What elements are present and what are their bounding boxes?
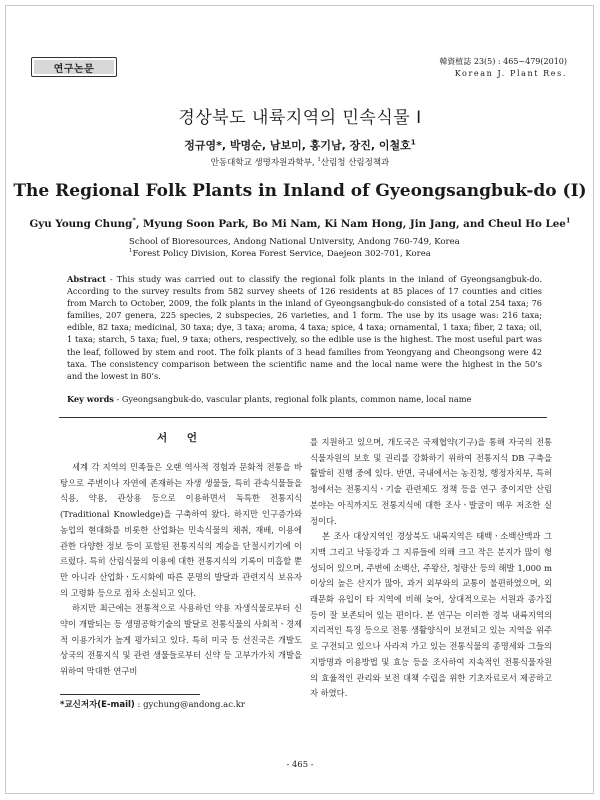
english-authors-rest: , Myung Soon Park, Bo Mi Nam, Ki Nam Hong, Jin Jang, and Cheul Ho Lee: [135, 218, 566, 230]
right-column: [310, 435, 552, 702]
korean-affiliation: [0, 156, 600, 168]
korean-affiliation-sup: 1: [317, 157, 321, 164]
english-affiliation: [129, 236, 460, 260]
abstract-text: - This study was carried out to classify the regional folk plants in the inland of Gyeongsangbuk-do. According to the survey results from 582 survey sheets of 126 residents at 85 places of 17 counties and cities from March to October, 2009, the folk plants in the inland of Gyeongsangbuk-do consisted of a total 254 taxa; 76 families, 207 genera, 225 species, 2 subspecies, 26 varieties, and 1 form. The use by its usage was: 216 taxa; edible, 82 taxa; medicinal, 30 taxa; dye, 3 taxa; aroma, 4 taxa; spice, 4 taxa; ornamental, 1 taxa; fiber, 2 taxa; oil, 1 taxa; starch, 5 taxa; fuel, 9 taxa; others, respectively, so the edible use is the highest. The most useful part was the leaf, followed by stem and root. The folk plants of 3 head families from Yeongyang and Cheongsong were 42 taxa. The consistency comparison between the scientific name and the local name were the highest in the 50’s and the lowest in 80’s.: [67, 274, 542, 381]
journal-citation: 韓資植誌 23(5) : 465~479(2010): [439, 57, 567, 66]
divider: [59, 417, 547, 418]
paragraph: 본 조사 대상지역인 경상북도 내륙지역은 태백ㆍ소백산맥과 그 지맥 그리고 낙동강과 그 지류들에 의해 크고 작은 분지가 많이 형성되어 있으며, 주변에 소백산, 주왕산, 청량산 등의 해발 1,000 m 이상의 높은 산지가 많아, 과거 외부와의 교통이 불편하였으며, 외래문화 유입이 타 지역에 비해 늦어, 상대적으로는 서원과 종가집 등이 잘 보존되어 있는 편이다. 본 연구는 이러한 경북 내륙지역의 지리적인 특징 등으로 전통 생활양식이 보전되고 있는 지역을 위주로 구전되고 있으나 사라져 가고 있는 전통식물의 종명세와 그들의 지방명과 이용방법 및 효능 등을 조사하여 지속적인 전통식물자원의 효율적인 관리와 보전 대책 수립을 위한 기초자료로서 제공하고자 하였다.: [310, 531, 552, 699]
section-heading: 서 언: [157, 432, 205, 444]
footnote-label: *교신저자(E-mail): [60, 700, 135, 710]
paragraph: 를 지원하고 있으며, 개도국은 국제협약(기구)을 통해 자국의 전통식물자원의 보호 및 권리를 강화하기 위하여 전통지식 DB 구축을 활발히 진행 중에 있다. 반면, 국내에서는 농진청, 행정자치부, 특허청에서는 전통지식ㆍ기술 관련제도 정책 등을 연구 중이지만 산림분야는 아직까지도 전통지식에 대한 조사ㆍ발굴이 매우 저조한 실정이다.: [310, 437, 552, 526]
english-authors-rest-sup: 1: [565, 216, 571, 225]
footnote-divider: [60, 694, 200, 695]
footnote: [60, 698, 245, 710]
keywords-label: Key words: [67, 394, 114, 404]
english-affiliation-2-row: [129, 248, 460, 260]
english-affiliation-2-sup: 1: [129, 248, 133, 255]
korean-affiliation-2: 산림청 산림정책과: [320, 158, 390, 168]
page-number: - 465 -: [286, 760, 314, 770]
abstract: [67, 273, 542, 382]
abstract-label: Abstract: [67, 274, 106, 284]
korean-title: 경상북도 내륙지역의 민속식물 Ⅰ: [178, 108, 422, 128]
korean-authors: [0, 137, 600, 153]
paragraph: 하지만 최근에는 전통적으로 사용하던 약용 자생식물로부터 신약이 개발되는 등 생명공학기술의 발달로 전통식물의 사회적ㆍ경제적 이용가치가 높게 평가되고 있다. 특히 미국 등 선진국은 개발도상국의 전통지식 및 관련 생물들로부터 신약 등 고부가가치 개발을 위하여 막대한 연구비: [60, 603, 302, 677]
journal-info: [439, 56, 567, 80]
korean-affiliation-1: 안동대학교 생명자원과학부,: [210, 158, 318, 168]
english-affiliation-1: School of Bioresources, Andong National University, Andong 760-749, Korea: [129, 237, 460, 247]
korean-author-sup: 1: [410, 137, 416, 147]
korean-author-list: 정규영*, 박명순, 남보미, 홍기남, 장진, 이철호: [184, 139, 411, 152]
english-author-first-sup: *: [132, 216, 136, 225]
english-affiliation-2: Forest Policy Division, Korea Forest Service, Daejeon 302-701, Korea: [132, 249, 431, 259]
article-type-text: 연구논문: [34, 60, 114, 74]
article-type-label: [31, 57, 117, 77]
english-author-first: Gyu Young Chung: [29, 218, 133, 230]
english-title: The Regional Folk Plants in Inland of Gyeongsangbuk-do (Ⅰ): [13, 181, 587, 201]
keywords-text: - Gyeongsangbuk-do, vascular plants, regional folk plants, common name, local name: [113, 394, 472, 404]
journal-name: Korean J. Plant Res.: [454, 69, 567, 78]
left-column: [60, 460, 302, 680]
keywords: [67, 393, 542, 405]
paragraph: 세계 각 지역의 민족들은 오랜 역사적 경험과 문화적 전통을 바탕으로 주변이나 자연에 존재하는 자생 생물들, 특히 관속식물들을 식용, 약용, 관상용 등으로 이용하면서 독특한 전통지식(Traditional Knowledge)을 구축하여 왔다. 하지만 인구증가와 농업의 현대화를 비롯한 산업화는 민속식물의 채취, 재배, 이용에 관한 다양한 정보 등이 포함된 전통지식의 계승을 단절시키기에 이르렀다. 특히 산림식물의 이용에 대한 전통지식의 기록이 미흡할 뿐만 아니라 산업화ㆍ도시화에 따른 문명의 발달과 관련지식 보유자의 고령화 등으로 점차 소실되고 있다.: [60, 462, 302, 598]
english-authors: [0, 218, 600, 230]
footnote-email: : gychung@andong.ac.kr: [134, 700, 245, 710]
